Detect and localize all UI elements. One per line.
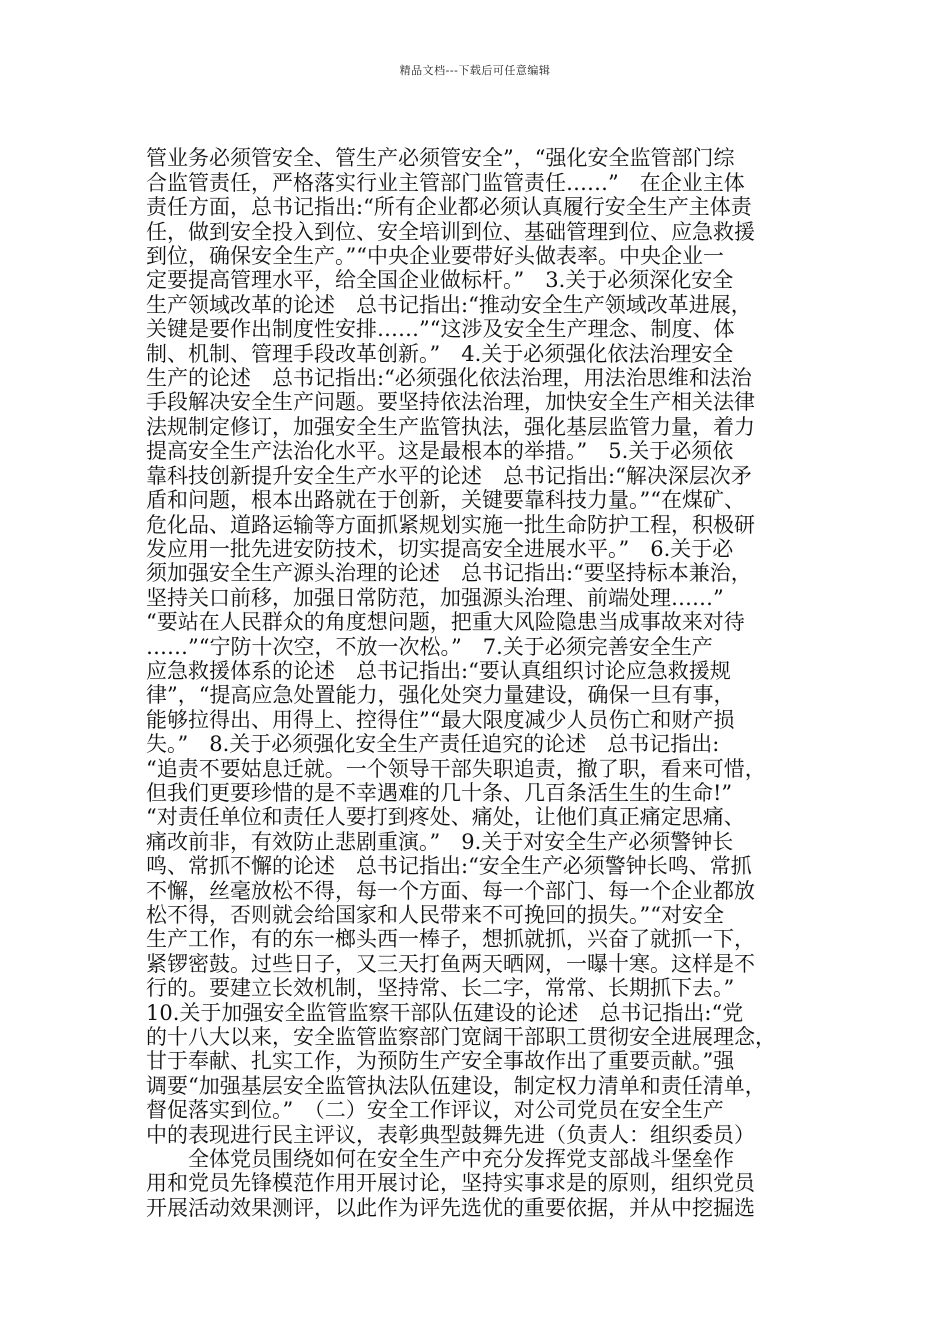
body-line: 法规制定修订，加强安全生产监管执法，强化基层监管力量，着力 xyxy=(146,414,755,439)
body-line: 全体党员围绕如何在安全生产中充分发挥党支部战斗堡垒作 xyxy=(146,1147,734,1172)
body-line: 生产领域改革的论述 总书记指出:“推动安全生产领域改革进展， xyxy=(146,292,752,317)
body-line: 到位，确保安全生产。”“中央企业要带好头做表率。中央企业一 xyxy=(146,244,724,269)
body-line: 用和党员先锋模范作用开展讨论，坚持实事求是的原则，组织党员 xyxy=(146,1171,755,1196)
body-line: 的十八大以来，安全监管监察部门宽阔干部职工贯彻安全进展理念， xyxy=(146,1025,776,1050)
body-line: 甘于奉献、扎实工作，为预防生产安全事故作出了重要贡献。”强 xyxy=(146,1049,735,1074)
body-line: 制、机制、管理手段改革创新。” 4.关于必须强化依法治理安全 xyxy=(146,341,734,366)
body-line: “对责任单位和责任人要打到疼处、痛处，让他们真正痛定思痛、 xyxy=(146,805,745,830)
body-line: 危化品、道路运输等方面抓紧规划实施一批生命防护工程，积极研 xyxy=(146,512,755,537)
body-line: 10.关于加强安全监管监察干部队伍建设的论述 总书记指出:“党 xyxy=(146,1000,744,1025)
body-line: 定要提高管理水平，给全国企业做标杆。” 3.关于必须深化安全 xyxy=(146,268,734,293)
body-line: 但我们更要珍惜的是不幸遇难的几十条、几百条活生生的生命!” xyxy=(146,780,733,805)
body-line: 调要“加强基层安全监管执法队伍建设，制定权力清单和责任清单， xyxy=(146,1073,766,1098)
body-line: 生产的论述 总书记指出:“必须强化依法治理，用法治思维和法治 xyxy=(146,366,752,391)
body-line: 开展活动效果测评，以此作为评先选优的重要依据，并从中挖掘选 xyxy=(146,1195,755,1220)
body-line: 律”，“提高应急处置能力，强化处突力量建设，确保一旦有事， xyxy=(146,683,735,708)
body-line: 盾和问题，根本出路就在于创新，关键要靠科技力量。”“在煤矿、 xyxy=(146,488,745,513)
body-line: 任，做到安全投入到位、安全培训到位、基础管理到位、应急救援 xyxy=(146,219,755,244)
body-line: 合监管责任，严格落实行业主管部门监管责任……” 在企业主体 xyxy=(146,170,745,195)
body-line: ……”“宁防十次空，不放一次松。” 7.关于必须完善安全生产 xyxy=(146,634,713,659)
body-line: 督促落实到位。” （二）安全工作评议，对公司党员在安全生产 xyxy=(146,1098,724,1123)
body-line: 管业务必须管安全、管生产必须管安全”，“强化安全监管部门综 xyxy=(146,146,735,171)
body-line: 失。” 8.关于必须强化安全生产责任追究的论述 总书记指出: xyxy=(146,732,720,757)
body-line: “追责不要姑息迁就。一个领导干部失职追责，撤了职，看来可惜， xyxy=(146,756,766,781)
body-line: 生产工作，有的东一榔头西一棒子，想抓就抓，兴奋了就抓一下， xyxy=(146,927,755,952)
body-line: 鸣、常抓不懈的论述 总书记指出:“安全生产必须警钟长鸣、常抓 xyxy=(146,854,752,879)
body-line: 须加强安全生产源头治理的论述 总书记指出:“要坚持标本兼治， xyxy=(146,561,752,586)
body-line: “要站在人民群众的角度想问题，把重大风险隐患当成事故来对待 xyxy=(146,610,745,635)
body-line: 不懈，丝毫放松不得，每一个方面、每一个部门、每一个企业都放 xyxy=(146,878,755,903)
body-line: 提高安全生产法治化水平。这是最根本的举措。” 5.关于必须依 xyxy=(146,439,734,464)
body-line: 关键是要作出制度性安排……”“这涉及安全生产理念、制度、体 xyxy=(146,317,735,342)
body-line: 靠科技创新提升安全生产水平的论述 总书记指出:“解决深层次矛 xyxy=(146,463,752,488)
body-line: 痛改前非，有效防止悲剧重演。” 9.关于对安全生产必须警钟长 xyxy=(146,829,734,854)
body-line: 行的。要建立长效机制，坚持常、长二字，常常、长期抓下去。” xyxy=(146,976,735,1001)
body-line: 应急救援体系的论述 总书记指出:“要认真组织讨论应急救援规 xyxy=(146,658,731,683)
body-line: 坚持关口前移，加强日常防范，加强源头治理、前端处理……” xyxy=(146,585,724,610)
body-line: 紧锣密鼓。过些日子，又三天打鱼两天晒网，一曝十寒。这样是不 xyxy=(146,951,755,976)
body-line: 手段解决安全生产问题。要坚持依法治理，加快安全生产相关法律 xyxy=(146,390,755,415)
body-line: 能够拉得出、用得上、控得住”“最大限度减少人员伤亡和财产损 xyxy=(146,707,735,732)
body-line: 松不得，否则就会给国家和人民带来不可挽回的损失。”“对安全 xyxy=(146,903,724,927)
page-header: 精品文档---下载后可任意编辑 xyxy=(399,64,551,77)
body-line: 发应用一批先进安防技术，切实提高安全进展水平。” 6.关于必 xyxy=(146,536,734,561)
body-line: 中的表现进行民主评议，表彰典型鼓舞先进（负责人：组织委员） xyxy=(146,1122,755,1147)
body-line: 责任方面，总书记指出:“所有企业都必须认真履行安全生产主体责 xyxy=(146,195,752,220)
document-body xyxy=(146,122,826,1220)
